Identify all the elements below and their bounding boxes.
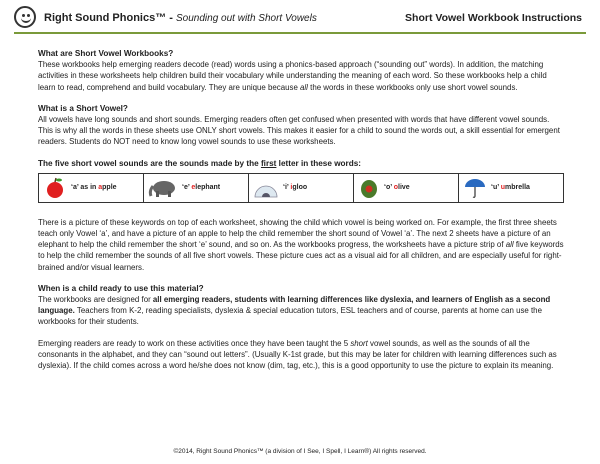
umbrella-icon <box>463 177 487 199</box>
heading-what-are-workbooks: What are Short Vowel Workbooks? <box>38 49 174 58</box>
keyword-umbrella: ‘u’ umbrella <box>459 174 563 202</box>
olive-icon <box>358 177 380 199</box>
instructions-body <box>38 48 564 381</box>
keyword-picture-strip <box>38 173 564 203</box>
apple-icon <box>43 177 67 199</box>
paragraph-what-is-short-vowel: All vowels have long sounds and short sounds. Emerging readers often get confused when presented with words that have different vowel sounds. This is why all the words in these sheets use ONLY short vowels. This makes it easier for a child to sound the words out, a skill essential for emergent readers. Students do NOT need to know long vowel sounds to use these worksheets. <box>38 115 560 147</box>
paragraph-what-are-workbooks: These workbooks help emerging readers decode (read) words using a phonics-based approach (“sounding out” words). In addition, the matching activities in these worksheets help children build their vocabulary while understanding the meaning of each word. So these workbooks help a child learn to read, comprehend and build vocabulary. They are unique because all the words in these workbooks only use short vowel sounds. <box>38 60 547 92</box>
heading-five-vowel-sounds: The five short vowel sounds are the sounds made by the first letter in these words: <box>38 158 362 168</box>
elephant-icon <box>148 177 178 199</box>
paragraph-keyword-pictures: There is a picture of these keywords on top of each worksheet, showing the child which vowel is being worked on. For example, the first three sheets teach only Vowel ‘a’, and have a picture of an apple to help the child remember the short sound of Vowel ‘a’. The next 2 sheets have a picture of an elephant to help the child remember the short ‘e’ sound, and so on. As the workbooks progress, the worksheets have a picture strip of all five keywords to help the child remember the sounds of all five short vowels. These picture cues act as a visual aid for all children, and are especially useful for right-brained and/or visual learners. <box>38 217 564 272</box>
heading-child-ready: When is a child ready to use this material? <box>38 283 204 293</box>
page-header <box>14 6 586 32</box>
copyright-footer: ©2014, Right Sound Phonics™ (a division of I See, I Spell, I Learn®) All rights reserved. <box>173 448 427 455</box>
smiley-logo-icon <box>14 6 36 28</box>
igloo-icon <box>253 177 279 199</box>
paragraph-ready-to-work: Emerging readers are ready to work on these activities once they have been taught the 5 short vowel sounds, as well as the sounds of all the consonants in the alphabet, and they can “sound out letters”. (Usually K-1st grade, but this may be later for children with learning differences such as dyslexia). If the child comes across a word he/she does not know (dim, tag, etc.), this is a good opportunity to use the picture to explain its meaning. <box>38 338 557 371</box>
brand-dash: - <box>166 12 176 24</box>
brand-subtitle: Sounding out with Short Vowels <box>176 13 317 24</box>
brand-line <box>44 12 317 24</box>
header-divider <box>14 32 586 34</box>
paragraph-designed-for: The workbooks are designed for all emerging readers, students with learning differences like dyslexia, and learners of English as a second language. Teachers from K-2, reading specialists, dyslexia & special education tutors, ESL teachers and of course, parents at home can use the workbooks for their students. <box>38 295 551 327</box>
keyword-igloo: ‘i’ igloo <box>249 174 354 202</box>
keyword-olive: ‘o’ olive <box>354 174 459 202</box>
keyword-elephant: ‘e’ elephant <box>144 174 249 202</box>
page-title: Short Vowel Workbook Instructions <box>405 12 582 24</box>
brand-name: Right Sound Phonics™ <box>44 12 167 24</box>
heading-what-is-short-vowel: What is a Short Vowel? <box>38 103 128 113</box>
keyword-apple: ‘a’ as in apple <box>39 174 144 202</box>
